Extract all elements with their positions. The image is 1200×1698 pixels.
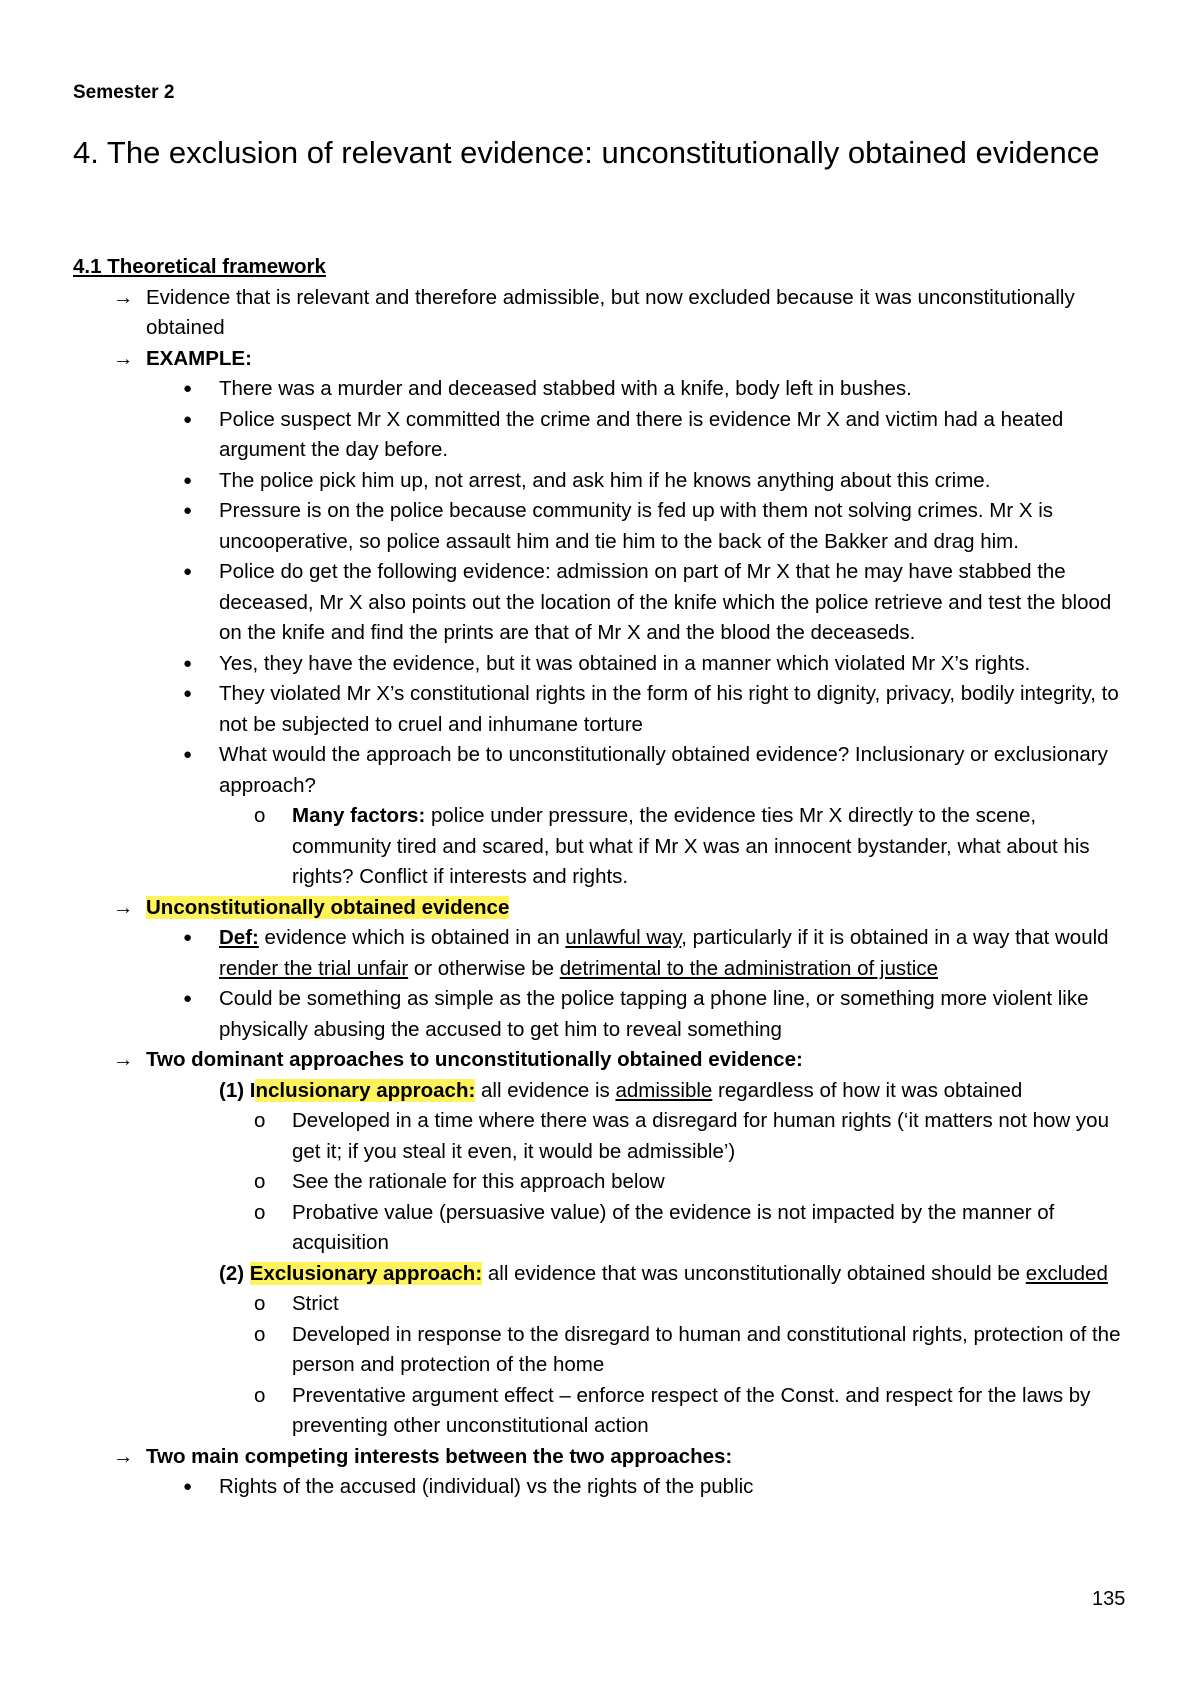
circle-icon: o bbox=[254, 1322, 266, 1346]
arrow-item bbox=[73, 283, 1133, 344]
highlighted-label: nclusionary approach: bbox=[255, 1078, 476, 1102]
circle-icon: o bbox=[254, 1200, 266, 1224]
item-text: Could be something as simple as the police tapping a phone line, or something more violent like physically abusing the accused to get him to reveal something bbox=[219, 987, 1089, 1041]
sub-item bbox=[73, 1381, 1133, 1442]
bullet-icon: ● bbox=[183, 380, 193, 397]
bullet-item bbox=[73, 374, 1133, 405]
sub-item bbox=[73, 801, 1133, 893]
bullet-item bbox=[73, 1472, 1133, 1503]
bullet-item bbox=[73, 984, 1133, 1045]
arrow-item bbox=[73, 893, 1133, 924]
bullet-icon: ● bbox=[183, 410, 193, 428]
item-text: They violated Mr X’s constitutional rights in the form of his right to dignity, privacy, bodily integrity, to not be subjected to cruel and inhumane torture bbox=[219, 682, 1119, 736]
item-text: Pressure is on the police because community is fed up with them not solving crimes. Mr X is uncooperative, so police assault him and tie him to the back of the Bakker and drag him. bbox=[219, 499, 1054, 553]
numbered-item bbox=[73, 1076, 1133, 1107]
arrow-icon: → bbox=[113, 285, 134, 309]
item-label: Many factors: bbox=[292, 804, 426, 827]
bullet-item bbox=[73, 466, 1133, 497]
numbered-item bbox=[73, 1259, 1133, 1290]
item-text: all evidence is bbox=[475, 1078, 616, 1102]
bullet-item bbox=[73, 923, 1133, 984]
bullet-icon: ● bbox=[183, 990, 193, 1007]
item-text: Preventative argument effect – enforce respect of the Const. and respect for the laws by preventing other unconstitutional action bbox=[292, 1383, 1091, 1437]
bullet-icon: ● bbox=[183, 929, 193, 946]
underlined-text: unlawful way bbox=[565, 926, 682, 949]
underlined-text: excluded bbox=[1025, 1261, 1108, 1285]
circle-icon: o bbox=[254, 1170, 266, 1193]
underlined-text: render the trial unfair bbox=[219, 956, 409, 980]
circle-icon: o bbox=[254, 1109, 266, 1132]
highlighted-label: Exclusionary approach: bbox=[249, 1261, 483, 1285]
bullet-icon: ● bbox=[183, 746, 193, 763]
item-text: Strict bbox=[292, 1292, 339, 1315]
item-number: (2) bbox=[219, 1261, 250, 1285]
arrow-icon: → bbox=[113, 346, 134, 370]
bullet-icon: ● bbox=[183, 654, 193, 672]
item-number: (1) I bbox=[219, 1078, 256, 1102]
item-text: Yes, they have the evidence, but it was obtained in a manner which violated Mr X’s rights. bbox=[219, 651, 1031, 675]
item-text: , particularly if it is obtained in a way that would bbox=[681, 926, 1109, 949]
sub-item bbox=[73, 1106, 1133, 1167]
bullet-icon: ● bbox=[183, 685, 193, 702]
arrow-icon: → bbox=[113, 895, 134, 919]
item-text: all evidence that was unconstitutionally obtained should be bbox=[482, 1261, 1026, 1285]
bullet-item bbox=[73, 496, 1133, 557]
document-body bbox=[73, 252, 1133, 1503]
arrow-item bbox=[73, 1045, 1133, 1076]
sub-item bbox=[73, 1167, 1133, 1198]
highlighted-heading: Unconstitutionally obtained evidence bbox=[146, 895, 510, 919]
bullet-item bbox=[73, 557, 1133, 649]
bullet-item bbox=[73, 405, 1133, 466]
item-text: Two main competing interests between the two approaches: bbox=[146, 1444, 733, 1468]
bullet-icon: ● bbox=[183, 471, 193, 489]
circle-icon: o bbox=[254, 1292, 266, 1315]
item-text: Evidence that is relevant and therefore admissible, but now excluded because it was unconstitutionally obtained bbox=[146, 285, 1075, 339]
bullet-icon: ● bbox=[183, 1478, 193, 1495]
chapter-title: 4. The exclusion of relevant evidence: unconstitutionally obtained evidence bbox=[73, 135, 1100, 170]
item-text: The police pick him up, not arrest, and ask him if he knows anything about this crime. bbox=[219, 468, 991, 492]
definition-label: Def: bbox=[219, 926, 259, 949]
bullet-icon: ● bbox=[183, 563, 193, 580]
item-text: Rights of the accused (individual) vs the rights of the public bbox=[219, 1475, 754, 1498]
item-text: Developed in response to the disregard to human and constitutional rights, protection of the person and protection of the home bbox=[292, 1322, 1121, 1376]
arrow-icon: → bbox=[113, 1444, 134, 1468]
bullet-item bbox=[73, 649, 1133, 680]
item-text: evidence which is obtained in an bbox=[258, 926, 566, 949]
item-text: Probative value (persuasive value) of the evidence is not impacted by the manner of acquisition bbox=[292, 1200, 1055, 1254]
underlined-text: detrimental to the administration of justice bbox=[559, 956, 939, 980]
sub-item bbox=[73, 1289, 1133, 1320]
arrow-item bbox=[73, 1442, 1133, 1473]
bullet-icon: ● bbox=[183, 502, 193, 519]
arrow-icon: → bbox=[113, 1048, 134, 1071]
item-text: What would the approach be to unconstitutionally obtained evidence? Inclusionary or exclusionary approach? bbox=[219, 743, 1108, 797]
page-number: 135 bbox=[1092, 1588, 1126, 1610]
semester-header: Semester 2 bbox=[73, 82, 175, 103]
circle-icon: o bbox=[254, 1383, 266, 1407]
item-text: EXAMPLE: bbox=[146, 346, 252, 370]
sub-item bbox=[73, 1320, 1133, 1381]
item-text: See the rationale for this approach below bbox=[292, 1170, 665, 1193]
sub-item bbox=[73, 1198, 1133, 1259]
item-text: Police do get the following evidence: admission on part of Mr X that he may have stabbed the deceased, Mr X also points out the location of the knife which the police retrieve and test the blood on the knife and find the prints are that of Mr X and the blood the deceaseds. bbox=[219, 560, 1112, 644]
item-text: Developed in a time where there was a disregard for human rights (‘it matters not how you get it; if you steal it even, it would be admissible’) bbox=[292, 1109, 1109, 1163]
item-text: Two dominant approaches to unconstitutionally obtained evidence: bbox=[146, 1048, 803, 1071]
section-heading: 4.1 Theoretical framework bbox=[73, 255, 326, 278]
item-text: regardless of how it was obtained bbox=[712, 1078, 1023, 1102]
item-text: Police suspect Mr X committed the crime and there is evidence Mr X and victim had a heated argument the day before. bbox=[219, 407, 1064, 461]
bullet-item bbox=[73, 740, 1133, 801]
item-text: or otherwise be bbox=[408, 956, 560, 980]
item-text: There was a murder and deceased stabbed with a knife, body left in bushes. bbox=[219, 377, 912, 400]
arrow-item bbox=[73, 344, 1133, 375]
underlined-text: admissible bbox=[615, 1078, 713, 1102]
item-text: police under pressure, the evidence ties Mr X directly to the scene, community tired and scared, but what if Mr X was an innocent bystander, what about his rights? Conflict if interests and rights. bbox=[292, 804, 1090, 888]
circle-icon: o bbox=[254, 804, 266, 827]
bullet-item bbox=[73, 679, 1133, 740]
